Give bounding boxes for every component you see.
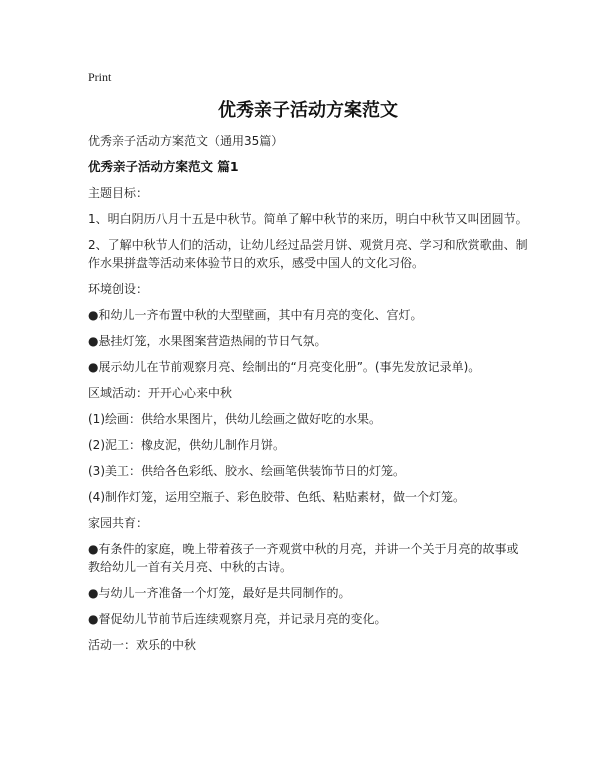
- document-body: [88, 132, 528, 662]
- paragraph-area-4: (4)制作灯笼，运用空瓶子、彩色胶带、色纸、粘贴素材，做一个灯笼。: [88, 490, 466, 504]
- paragraph-area-activity-heading: 区域活动：开开心心来中秋: [88, 386, 233, 400]
- paragraph-environment-heading: 环境创设：: [88, 282, 149, 296]
- paragraph-environment-2: ●悬挂灯笼，水果图案营造热闹的节日气氛。: [88, 334, 327, 348]
- paragraph-goal-1: 1、明白阴历八月十五是中秋节。简单了解中秋节的来历，明白中秋节又叫团圆节。: [88, 212, 528, 226]
- paragraph-goal-2: 2、了解中秋节人们的活动，让幼儿经过品尝月饼、观赏月亮、学习和欣赏歌曲、制作水果拼盘等活动来体验节日的欢乐，感受中国人的文化习俗。: [88, 238, 528, 270]
- paragraph-home-school-heading: 家园共育：: [88, 516, 149, 530]
- paragraph-theme-goal: 主题目标：: [88, 186, 149, 200]
- paragraph-activity-one: 活动一：欢乐的中秋: [88, 638, 197, 652]
- paragraph-environment-1: ●和幼儿一齐布置中秋的大型壁画，其中有月亮的变化、宫灯。: [88, 308, 423, 322]
- paragraph-area-3: (3)美工：供给各色彩纸、胶水、绘画笔供装饰节日的灯笼。: [88, 464, 406, 478]
- paragraph-home-school-2: ●与幼儿一齐准备一个灯笼，最好是共同制作的。: [88, 586, 351, 600]
- paragraph-environment-3: ●展示幼儿在节前观察月亮、绘制出的“月亮变化册”。(事先发放记录单)。: [88, 360, 481, 374]
- section-heading: 优秀亲子活动方案范文 篇1: [88, 159, 239, 174]
- paragraph-home-school-3: ●督促幼儿节前节后连续观察月亮，并记录月亮的变化。: [88, 612, 387, 626]
- print-label: Print: [88, 70, 112, 84]
- page-title: 优秀亲子活动方案范文: [218, 100, 398, 121]
- paragraph-home-school-1: ●有条件的家庭，晚上带着孩子一齐观赏中秋的月亮，并讲一个关于月亮的故事或教给幼儿一首有关月亮、中秋的古诗。: [88, 542, 519, 574]
- paragraph-area-2: (2)泥工：橡皮泥，供幼儿制作月饼。: [88, 438, 285, 452]
- paragraph-area-1: (1)绘画：供给水果图片，供幼儿绘画之做好吃的水果。: [88, 412, 382, 426]
- document-subtitle: 优秀亲子活动方案范文（通用35篇）: [88, 134, 284, 148]
